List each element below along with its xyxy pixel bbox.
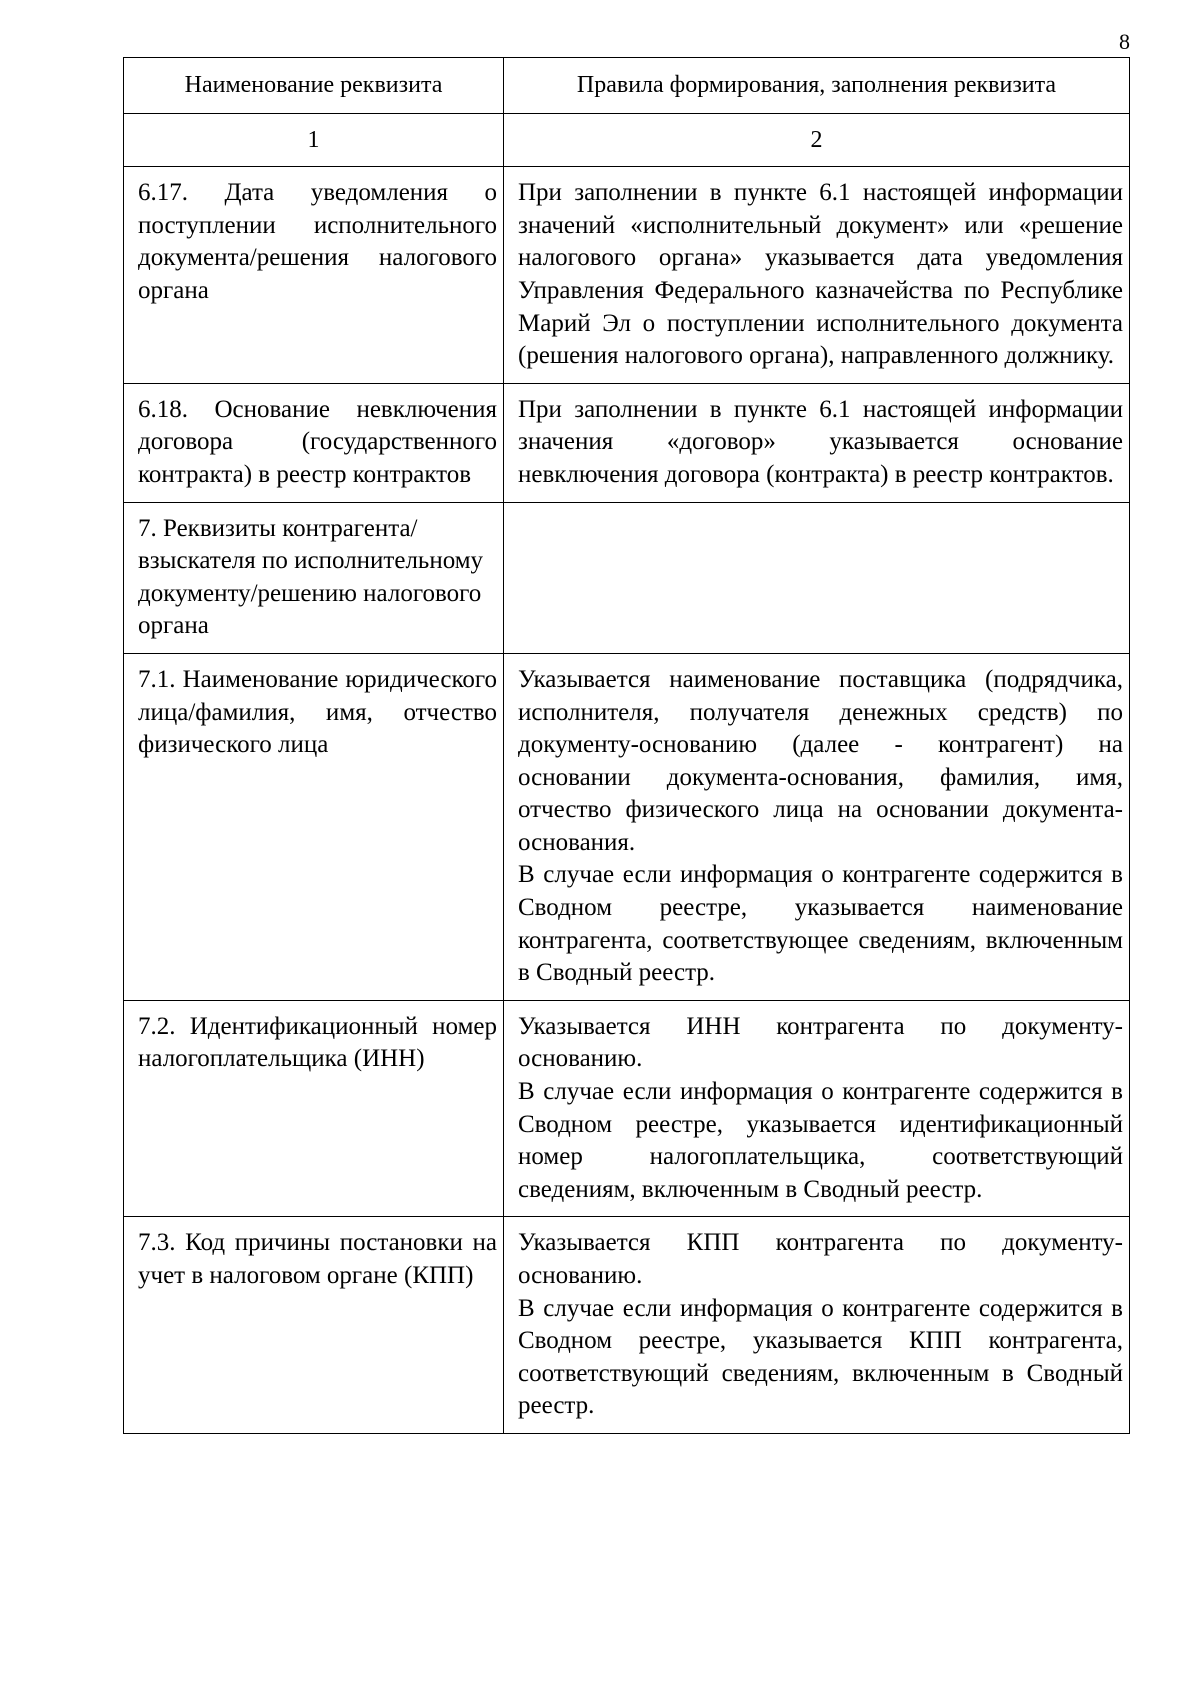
rules-cell — [504, 1217, 1130, 1434]
requisite-name-cell: 7.3. Код причины постановки на учет в налоговом органе (КПП) — [124, 1217, 504, 1434]
rules-cell — [504, 167, 1130, 384]
rules-cell — [504, 653, 1130, 1000]
rules-paragraph: При заполнении в пункте 6.1 настоящей информации значений «исполнительный документ» или «решение налогового органа» указывается дата уведомления Управления Федерального казначейства по Республике Марий Эл о поступлении исполнительного документа (решения налогового органа), направленного должнику. — [518, 179, 1123, 370]
page-number: 8 — [1119, 29, 1130, 54]
requisite-name-cell: 7.1. Наименование юридического лица/фамилия, имя, отчество физического лица — [124, 653, 504, 1000]
header-rules: Правила формирования, заполнения реквизита — [504, 58, 1130, 114]
rules-cell-empty — [504, 502, 1130, 653]
requisite-name-cell: 6.18. Основание невключения договора (государственного контракта) в реестр контрактов — [124, 383, 504, 502]
rules-cell — [504, 1000, 1130, 1217]
rules-paragraph: В случае если информация о контрагенте содержится в Сводном реестре, указывается КПП контрагента, соответствующий сведениям, включенным в Сводный реестр. — [518, 1294, 1123, 1420]
table-row — [124, 1000, 1130, 1217]
requisite-name-cell: 7. Реквизиты контрагента/взыскателя по исполнительному документу/решению налогового органа — [124, 502, 504, 653]
rules-paragraph: Указывается наименование поставщика (подрядчика, исполнителя, получателя денежных средств) по документу-основанию (далее - контрагент) на основании документа-основания, фамилия, имя, отчество физического лица на основании документа-основания. — [518, 665, 1123, 856]
rules-paragraph: В случае если информация о контрагенте содержится в Сводном реестре, указывается наименование контрагента, соответствующее сведениям, включенным в Сводный реестр. — [518, 861, 1123, 987]
table-row — [124, 1217, 1130, 1434]
requisites-table — [123, 57, 1130, 1434]
table-row — [124, 383, 1130, 502]
table-row — [124, 653, 1130, 1000]
column-number-2: 2 — [504, 113, 1130, 167]
column-numbers-row — [124, 113, 1130, 167]
table-row — [124, 502, 1130, 653]
header-requisite-name: Наименование реквизита — [124, 58, 504, 114]
column-number-1: 1 — [124, 113, 504, 167]
rules-paragraph: Указывается ИНН контрагента по документу-основанию. — [518, 1012, 1123, 1073]
rules-paragraph: При заполнении в пункте 6.1 настоящей информации значения «договор» указывается основание невключения договора (контракта) в реестр контрактов. — [518, 395, 1123, 488]
rules-paragraph: В случае если информация о контрагенте содержится в Сводном реестре, указывается идентификационный номер налогоплательщика, соответствующий сведениям, включенным в Сводный реестр. — [518, 1078, 1123, 1203]
requisite-name-cell: 7.2. Идентификационный номер налогоплательщика (ИНН) — [124, 1000, 504, 1217]
requisite-name-cell: 6.17. Дата уведомления о поступлении исполнительного документа/решения налогового органа — [124, 167, 504, 384]
table-header-row — [124, 58, 1130, 114]
rules-cell — [504, 383, 1130, 502]
table-row — [124, 167, 1130, 384]
rules-paragraph: Указывается КПП контрагента по документу-основанию. — [518, 1229, 1123, 1289]
